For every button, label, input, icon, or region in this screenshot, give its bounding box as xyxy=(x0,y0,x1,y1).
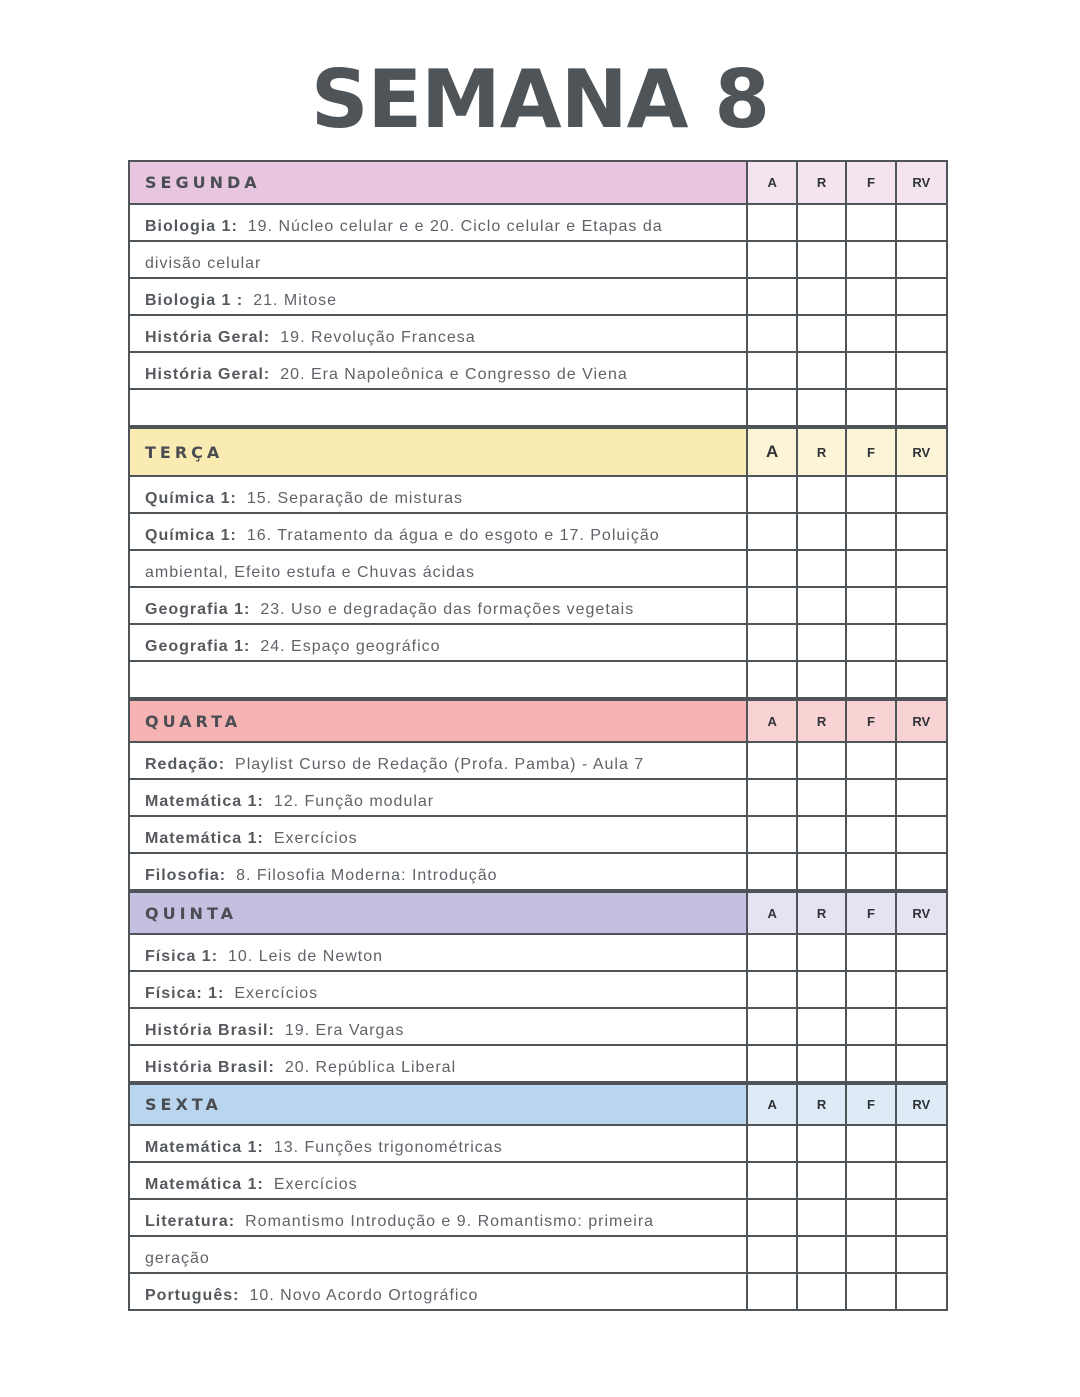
checkbox-a[interactable] xyxy=(748,279,797,314)
checkbox-a[interactable] xyxy=(748,817,797,852)
checkbox-rv[interactable] xyxy=(897,279,946,314)
day-header-terca xyxy=(128,427,948,477)
task-cell xyxy=(130,817,748,852)
task-row xyxy=(128,316,948,353)
checkbox-a[interactable] xyxy=(748,854,797,889)
task-row xyxy=(128,817,948,854)
checkbox-a[interactable] xyxy=(748,1009,797,1044)
checkbox-a[interactable] xyxy=(748,588,797,623)
checkbox-rv[interactable] xyxy=(897,353,946,388)
checkbox-f[interactable] xyxy=(847,514,896,549)
task-cell xyxy=(130,353,748,388)
checkbox-f[interactable] xyxy=(847,780,896,815)
column-header-r: R xyxy=(798,893,847,933)
topic-text: Exercícios xyxy=(273,1176,358,1193)
task-row xyxy=(128,625,948,662)
checkbox-rv[interactable] xyxy=(897,514,946,549)
task-row xyxy=(128,390,948,427)
column-header-a: A xyxy=(748,701,797,741)
task-cell xyxy=(130,551,748,586)
task-row xyxy=(128,1200,948,1237)
checkbox-rv[interactable] xyxy=(897,477,946,512)
checkbox-r[interactable] xyxy=(798,1009,847,1044)
task-cell xyxy=(130,1237,748,1272)
checkbox-rv[interactable] xyxy=(897,1274,946,1309)
checkbox-a[interactable] xyxy=(748,1163,797,1198)
checkbox-f[interactable] xyxy=(847,1126,896,1161)
checkbox-rv[interactable] xyxy=(897,242,946,277)
task-cell xyxy=(130,625,748,660)
column-header-f: F xyxy=(847,701,896,741)
checkbox-a[interactable] xyxy=(748,972,797,1007)
task-cell xyxy=(130,935,748,970)
task-cell xyxy=(130,743,748,778)
topic-text: 19. Núcleo celular e e 20. Ciclo celular e Etapas da xyxy=(247,218,663,235)
topic-text: Playlist Curso de Redação (Profa. Pamba) - Aula 7 xyxy=(235,756,645,773)
topic-text: Romantismo Introdução e 9. Romantismo: primeira xyxy=(245,1213,655,1230)
checkbox-r[interactable] xyxy=(798,316,847,351)
checkbox-a[interactable] xyxy=(748,662,797,697)
checkbox-rv[interactable] xyxy=(897,662,946,697)
checkbox-rv[interactable] xyxy=(897,1046,946,1081)
checkbox-f[interactable] xyxy=(847,854,896,889)
task-row xyxy=(128,1046,948,1083)
checkbox-rv[interactable] xyxy=(897,205,946,240)
task-row xyxy=(128,477,948,514)
checkbox-r[interactable] xyxy=(798,514,847,549)
task-cell xyxy=(130,972,748,1007)
checkbox-a[interactable] xyxy=(748,935,797,970)
checkbox-f[interactable] xyxy=(847,279,896,314)
topic-text: 20. República Liberal xyxy=(284,1059,457,1076)
checkbox-rv[interactable] xyxy=(897,625,946,660)
subject-label: Química 1: xyxy=(145,490,237,507)
checkbox-r[interactable] xyxy=(798,625,847,660)
column-header-r: R xyxy=(798,1085,847,1124)
checkbox-a[interactable] xyxy=(748,1046,797,1081)
day-section-quinta xyxy=(128,891,948,1083)
day-name: QUINTA xyxy=(130,893,748,933)
checkbox-f[interactable] xyxy=(847,205,896,240)
subject-label: História Geral: xyxy=(145,366,271,383)
checkbox-a[interactable] xyxy=(748,1126,797,1161)
checkbox-r[interactable] xyxy=(798,780,847,815)
checkbox-rv[interactable] xyxy=(897,1200,946,1235)
task-cell xyxy=(130,242,748,277)
checkbox-a[interactable] xyxy=(748,1274,797,1309)
checkbox-a[interactable] xyxy=(748,1237,797,1272)
checkbox-f[interactable] xyxy=(847,1046,896,1081)
topic-text: Exercícios xyxy=(234,985,319,1002)
checkbox-r[interactable] xyxy=(798,662,847,697)
task-row xyxy=(128,551,948,588)
subject-label: História Brasil: xyxy=(145,1022,275,1039)
topic-text: 23. Uso e degradação das formações vegetais xyxy=(260,601,635,618)
task-row xyxy=(128,1163,948,1200)
checkbox-r[interactable] xyxy=(798,279,847,314)
checkbox-rv[interactable] xyxy=(897,1163,946,1198)
topic-text: 15. Separação de misturas xyxy=(246,490,464,507)
page-title: SEMANA 8 xyxy=(310,53,770,146)
checkbox-r[interactable] xyxy=(798,205,847,240)
task-cell xyxy=(130,1274,748,1309)
column-header-f: F xyxy=(847,1085,896,1124)
checkbox-f[interactable] xyxy=(847,353,896,388)
column-header-a: A xyxy=(748,893,797,933)
topic-text: 13. Funções trigonométricas xyxy=(273,1139,503,1156)
task-cell xyxy=(130,1200,748,1235)
checkbox-a[interactable] xyxy=(748,316,797,351)
task-cell xyxy=(130,588,748,623)
checkbox-rv[interactable] xyxy=(897,854,946,889)
topic-text: geração xyxy=(145,1250,210,1267)
checkbox-r[interactable] xyxy=(798,353,847,388)
topic-text: ambiental, Efeito estufa e Chuvas ácidas xyxy=(145,564,475,581)
topic-text: 24. Espaço geográfico xyxy=(260,638,441,655)
checkbox-f[interactable] xyxy=(847,743,896,778)
checkbox-r[interactable] xyxy=(798,588,847,623)
subject-label: Literatura: xyxy=(145,1213,236,1230)
topic-text: 10. Novo Acordo Ortográfico xyxy=(249,1287,479,1304)
task-row xyxy=(128,1009,948,1046)
checkbox-a[interactable] xyxy=(748,551,797,586)
checkbox-r[interactable] xyxy=(798,854,847,889)
day-name: TERÇA xyxy=(130,429,748,475)
topic-text: 16. Tratamento da água e do esgoto e 17. Poluição xyxy=(246,527,660,544)
checkbox-r[interactable] xyxy=(798,1163,847,1198)
checkbox-rv[interactable] xyxy=(897,743,946,778)
task-row xyxy=(128,205,948,242)
column-header-f: F xyxy=(847,162,896,203)
checkbox-a[interactable] xyxy=(748,1200,797,1235)
checkbox-r[interactable] xyxy=(798,1200,847,1235)
checkbox-r[interactable] xyxy=(798,1046,847,1081)
column-header-rv: RV xyxy=(897,701,946,741)
checkbox-f[interactable] xyxy=(847,1009,896,1044)
checkbox-rv[interactable] xyxy=(897,316,946,351)
checkbox-rv[interactable] xyxy=(897,588,946,623)
checkbox-r[interactable] xyxy=(798,242,847,277)
checkbox-r[interactable] xyxy=(798,935,847,970)
column-header-r: R xyxy=(798,701,847,741)
checkbox-a[interactable] xyxy=(748,242,797,277)
checkbox-f[interactable] xyxy=(847,972,896,1007)
column-header-a: A xyxy=(748,162,797,203)
checkbox-f[interactable] xyxy=(847,1237,896,1272)
subject-label: Matemática 1: xyxy=(145,1176,264,1193)
subject-label: Biologia 1: xyxy=(145,218,238,235)
checkbox-rv[interactable] xyxy=(897,1126,946,1161)
column-header-a: A xyxy=(748,429,797,475)
subject-label: Português: xyxy=(145,1287,240,1304)
task-cell xyxy=(130,1009,748,1044)
checkbox-a[interactable] xyxy=(748,353,797,388)
task-cell xyxy=(130,662,748,697)
topic-text: Exercícios xyxy=(273,830,358,847)
checkbox-a[interactable] xyxy=(748,625,797,660)
task-row xyxy=(128,353,948,390)
checkbox-f[interactable] xyxy=(847,1163,896,1198)
subject-label: História Geral: xyxy=(145,329,271,346)
column-header-rv: RV xyxy=(897,162,946,203)
checkbox-r[interactable] xyxy=(798,817,847,852)
task-row xyxy=(128,588,948,625)
task-row xyxy=(128,662,948,699)
task-row xyxy=(128,780,948,817)
task-cell xyxy=(130,1126,748,1161)
subject-label: Biologia 1 : xyxy=(145,292,244,309)
task-row xyxy=(128,1274,948,1311)
column-header-f: F xyxy=(847,893,896,933)
subject-label: Física 1: xyxy=(145,948,219,965)
subject-label: Geografia 1: xyxy=(145,601,251,618)
task-cell xyxy=(130,205,748,240)
day-section-sexta xyxy=(128,1083,948,1311)
topic-text: 19. Era Vargas xyxy=(284,1022,405,1039)
checkbox-f[interactable] xyxy=(847,242,896,277)
checkbox-rv[interactable] xyxy=(897,972,946,1007)
column-header-rv: RV xyxy=(897,1085,946,1124)
topic-text: 10. Leis de Newton xyxy=(228,948,384,965)
task-row xyxy=(128,242,948,279)
day-section-terca xyxy=(128,427,948,699)
day-header-sexta xyxy=(128,1083,948,1126)
checkbox-rv[interactable] xyxy=(897,390,946,425)
column-header-r: R xyxy=(798,162,847,203)
checkbox-r[interactable] xyxy=(798,1237,847,1272)
day-section-quarta xyxy=(128,699,948,891)
column-header-a: A xyxy=(748,1085,797,1124)
checkbox-a[interactable] xyxy=(748,205,797,240)
checkbox-r[interactable] xyxy=(798,477,847,512)
checkbox-r[interactable] xyxy=(798,390,847,425)
task-cell xyxy=(130,514,748,549)
checkbox-r[interactable] xyxy=(798,972,847,1007)
checkbox-r[interactable] xyxy=(798,743,847,778)
topic-text: 19. Revolução Francesa xyxy=(280,329,476,346)
checkbox-f[interactable] xyxy=(847,588,896,623)
topic-text: 20. Era Napoleônica e Congresso de Viena xyxy=(280,366,628,383)
weekly-planner-table xyxy=(128,160,948,1311)
subject-label: Matemática 1: xyxy=(145,830,264,847)
day-header-segunda xyxy=(128,160,948,205)
checkbox-f[interactable] xyxy=(847,1274,896,1309)
subject-label: Geografia 1: xyxy=(145,638,251,655)
day-name: SEGUNDA xyxy=(130,162,748,203)
task-row xyxy=(128,972,948,1009)
checkbox-f[interactable] xyxy=(847,551,896,586)
subject-label: Química 1: xyxy=(145,527,237,544)
topic-text: 8. Filosofia Moderna: Introdução xyxy=(236,867,498,884)
subject-label: Matemática 1: xyxy=(145,793,264,810)
checkbox-f[interactable] xyxy=(847,390,896,425)
checkbox-f[interactable] xyxy=(847,477,896,512)
checkbox-rv[interactable] xyxy=(897,551,946,586)
task-cell xyxy=(130,279,748,314)
checkbox-a[interactable] xyxy=(748,780,797,815)
task-row xyxy=(128,514,948,551)
checkbox-f[interactable] xyxy=(847,817,896,852)
task-cell xyxy=(130,1046,748,1081)
task-cell xyxy=(130,1163,748,1198)
topic-text: 21. Mitose xyxy=(253,292,338,309)
checkbox-rv[interactable] xyxy=(897,935,946,970)
topic-text: divisão celular xyxy=(145,255,262,272)
column-header-f: F xyxy=(847,429,896,475)
day-header-quarta xyxy=(128,699,948,743)
task-row xyxy=(128,935,948,972)
column-header-rv: RV xyxy=(897,429,946,475)
checkbox-f[interactable] xyxy=(847,1200,896,1235)
checkbox-rv[interactable] xyxy=(897,1237,946,1272)
task-cell xyxy=(130,390,748,425)
checkbox-f[interactable] xyxy=(847,625,896,660)
checkbox-a[interactable] xyxy=(748,514,797,549)
day-header-quinta xyxy=(128,891,948,935)
checkbox-f[interactable] xyxy=(847,316,896,351)
day-name: SEXTA xyxy=(130,1085,748,1124)
checkbox-rv[interactable] xyxy=(897,817,946,852)
subject-label: Física: 1: xyxy=(145,985,225,1002)
day-section-segunda xyxy=(128,160,948,427)
task-row xyxy=(128,854,948,891)
checkbox-f[interactable] xyxy=(847,935,896,970)
subject-label: Filosofia: xyxy=(145,867,227,884)
checkbox-r[interactable] xyxy=(798,1274,847,1309)
task-cell xyxy=(130,477,748,512)
checkbox-rv[interactable] xyxy=(897,1009,946,1044)
task-cell xyxy=(130,854,748,889)
task-row xyxy=(128,743,948,780)
checkbox-a[interactable] xyxy=(748,477,797,512)
checkbox-a[interactable] xyxy=(748,743,797,778)
subject-label: História Brasil: xyxy=(145,1059,275,1076)
topic-text: 12. Função modular xyxy=(273,793,435,810)
subject-label: Matemática 1: xyxy=(145,1139,264,1156)
subject-label: Redação: xyxy=(145,756,226,773)
checkbox-a[interactable] xyxy=(748,390,797,425)
task-row xyxy=(128,1237,948,1274)
checkbox-rv[interactable] xyxy=(897,780,946,815)
task-row xyxy=(128,1126,948,1163)
task-cell xyxy=(130,780,748,815)
task-row xyxy=(128,279,948,316)
checkbox-f[interactable] xyxy=(847,662,896,697)
checkbox-r[interactable] xyxy=(798,551,847,586)
task-cell xyxy=(130,316,748,351)
column-header-r: R xyxy=(798,429,847,475)
column-header-rv: RV xyxy=(897,893,946,933)
checkbox-r[interactable] xyxy=(798,1126,847,1161)
day-name: QUARTA xyxy=(130,701,748,741)
